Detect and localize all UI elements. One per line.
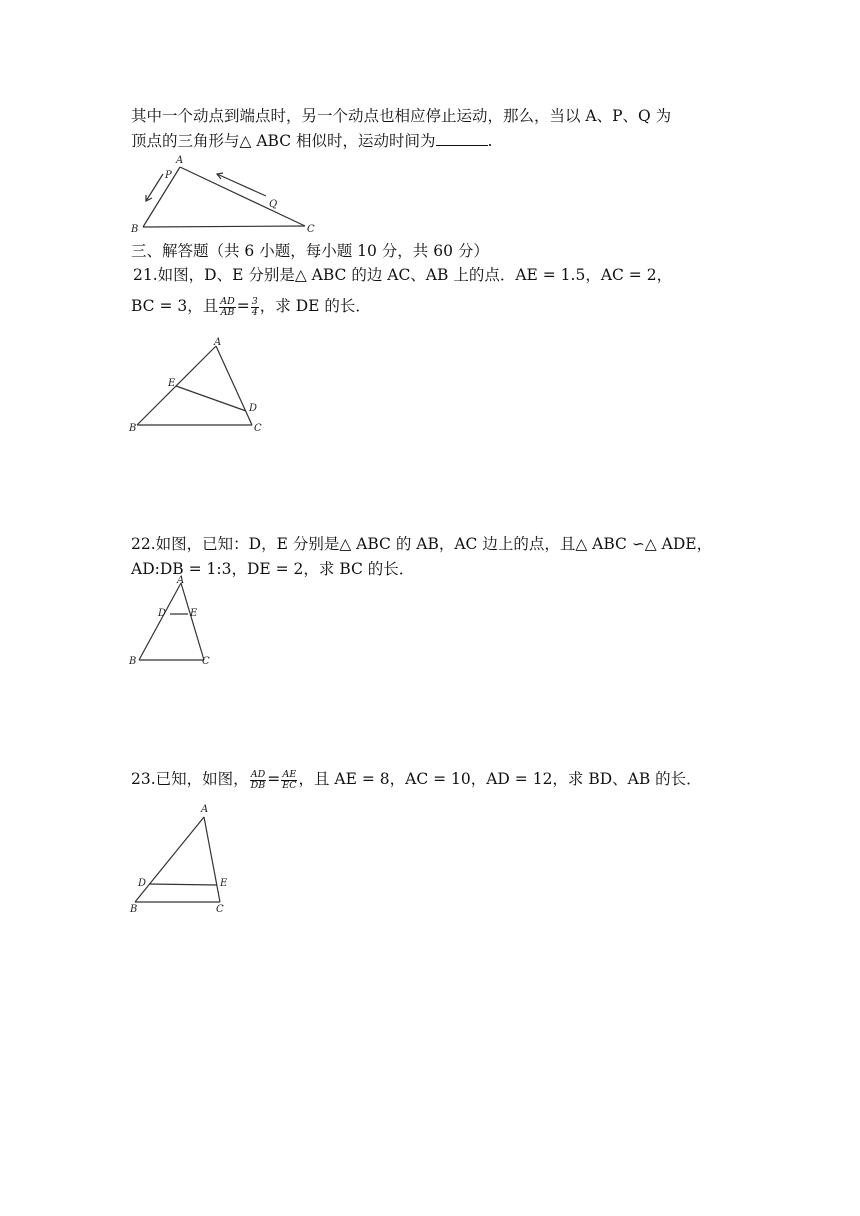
- q23-text-line1: [131, 769, 702, 791]
- q20-label-a: A: [176, 155, 184, 166]
- q20-text-line2-post: .: [487, 132, 493, 150]
- q22-text-line2: AD:DB = 1:3，DE = 2，求 BC 的长．: [131, 560, 415, 578]
- q23-triangle-figure: [128, 802, 238, 917]
- q22-label-d: D: [158, 608, 167, 619]
- q21-line2-post: ，求 DE 的长．: [259, 297, 371, 315]
- q23-edge-ab: [135, 817, 204, 902]
- q20-label-c: C: [307, 224, 315, 235]
- q21-label-e: E: [168, 378, 176, 389]
- q20-answer-blank[interactable]: [436, 131, 488, 146]
- q20-text-line2: [131, 131, 492, 151]
- q23-label-b: B: [130, 904, 138, 915]
- q23-segment-de: [149, 884, 217, 885]
- q20-triangle-figure: [128, 152, 328, 237]
- q21-label-b: B: [129, 423, 137, 434]
- q23-edge-ac: [204, 817, 220, 902]
- q21-triangle-figure: [128, 335, 278, 435]
- q21-fraction-ad-ab: [219, 297, 235, 318]
- q21-text-line2: [131, 296, 371, 318]
- q23-line1-post: ，且 AE = 8，AC = 10，AD = 12，求 BD、AB 的长．: [298, 770, 702, 788]
- q23-frac2-denominator: EC: [282, 779, 297, 791]
- q21-frac2-denominator: 4: [251, 306, 258, 318]
- q20-edge-ac: [180, 167, 305, 226]
- q23-line1-pre: 23.已知，如图，: [131, 770, 249, 788]
- q22-label-c: C: [202, 656, 210, 667]
- q21-frac2-numerator: 3: [251, 295, 258, 307]
- q21-label-c: C: [254, 423, 262, 434]
- q22-edge-ac: [181, 583, 204, 660]
- q21-fraction-three-quarters: [251, 297, 259, 318]
- q23-equals: =: [267, 770, 281, 788]
- q23-label-a: A: [201, 804, 209, 815]
- q22-label-e: E: [190, 608, 198, 619]
- q21-equals: =: [236, 297, 250, 315]
- section-three-heading: 三、解答题（共 6 小题，每小题 10 分，共 60 分）: [131, 242, 489, 260]
- q21-edge-ac: [216, 346, 252, 425]
- q23-frac2-numerator: AE: [282, 768, 297, 780]
- q23-fraction-ae-ec: [281, 770, 297, 791]
- q22-label-a: A: [177, 575, 185, 586]
- q21-frac-denominator: AB: [220, 306, 235, 318]
- q22-triangle-figure: [128, 577, 228, 669]
- q21-label-a: A: [214, 337, 222, 348]
- q20-label-q: Q: [269, 199, 278, 210]
- q22-label-b: B: [129, 656, 137, 667]
- q23-label-d: D: [138, 878, 147, 889]
- q21-frac-numerator: AD: [220, 295, 235, 307]
- q23-fraction-ad-db: [250, 770, 267, 791]
- q23-label-e: E: [220, 878, 228, 889]
- q21-line2-pre: BC = 3，且: [131, 297, 219, 315]
- q20-edge-bc: [143, 226, 305, 227]
- q21-edge-ab: [137, 346, 216, 425]
- q23-frac-denominator: DB: [250, 779, 266, 791]
- q22-edge-ab: [139, 583, 181, 660]
- q21-text-line1: 21.如图，D、E 分别是△ ABC 的边 AC、AB 上的点．AE = 1.5，AC = 2，: [133, 266, 673, 284]
- q21-label-d: D: [249, 403, 258, 414]
- q20-arrow-p: [146, 174, 163, 201]
- q20-label-b: B: [131, 224, 139, 235]
- q20-label-p: P: [165, 170, 172, 181]
- q22-text-line1: 22.如图，已知：D，E 分别是△ ABC 的 AB，AC 边上的点，且△ ABC ∽△ ADE，: [131, 535, 713, 553]
- q23-label-c: C: [216, 904, 224, 915]
- q20-text-line1: 其中一个动点到端点时，另一个动点也相应停止运动，那么，当以 A、P、Q 为: [131, 107, 672, 125]
- q20-arrow-q: [217, 174, 266, 196]
- q23-frac-numerator: AD: [250, 768, 266, 780]
- q20-text-line2-pre: 顶点的三角形与△ ABC 相似时，运动时间为: [131, 132, 436, 150]
